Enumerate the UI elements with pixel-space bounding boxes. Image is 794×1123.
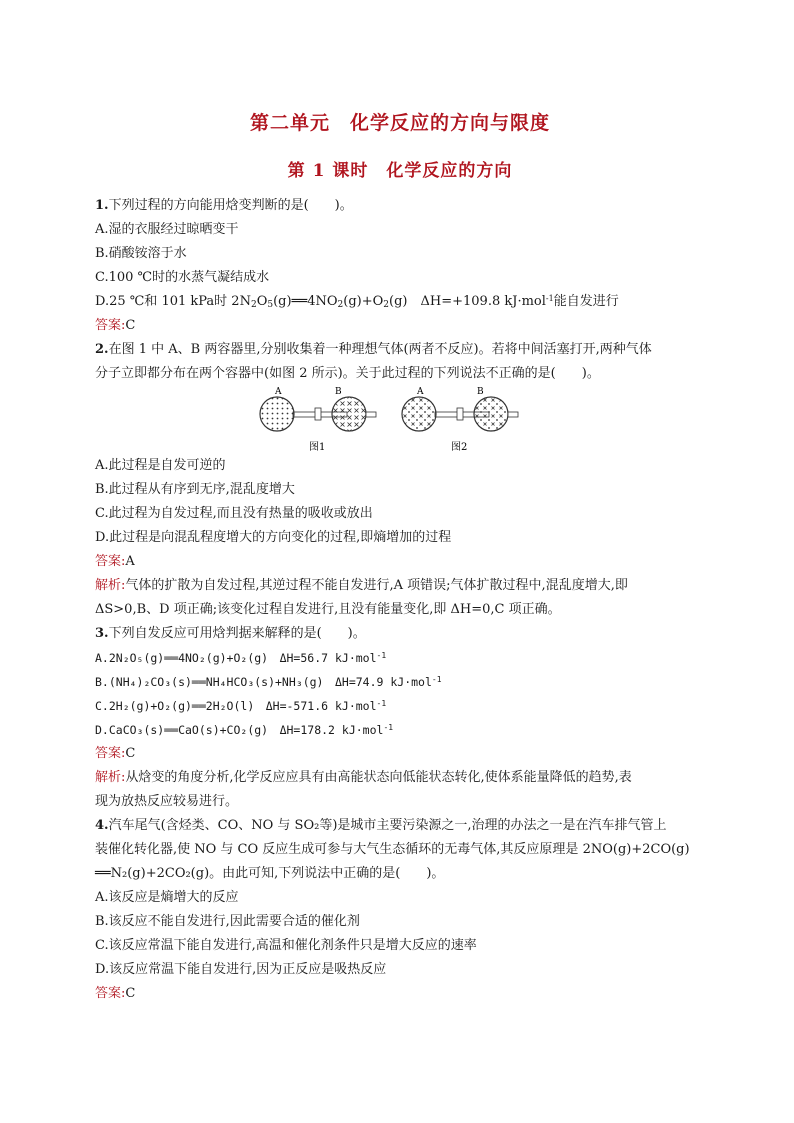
q2-option-b: B.此过程从有序到无序,混乱度增大	[95, 482, 295, 497]
q1-stem: 1.下列过程的方向能用焓变判断的是( )。	[95, 198, 353, 213]
q4-stem-line3: ══N₂(g)+2CO₂(g)。由此可知,下列说法中正确的是( )。	[95, 866, 445, 881]
q2-option-a: A.此过程是自发可逆的	[95, 458, 226, 473]
q1-option-b: B.硝酸铵溶于水	[95, 246, 187, 261]
q2-solution-line2: ΔS>0,B、D 项正确;该变化过程自发进行,且没有能量变化,即 ΔH=0,C 项正确。	[95, 602, 561, 617]
q4-option-a: A.该反应是熵增大的反应	[95, 890, 239, 905]
fig2-container-b	[474, 397, 508, 431]
fig1-container-a	[260, 397, 294, 431]
question-list	[95, 194, 705, 1006]
unit-title: 第二单元 化学反应的方向与限度	[249, 112, 550, 134]
q4-answer: 答案:C	[95, 986, 136, 1001]
lesson-title: 第 1 课时 化学反应的方向	[287, 161, 513, 181]
q4-option-b: B.该反应不能自发进行,因此需要合适的催化剂	[95, 914, 360, 929]
fig1-caption: 图1	[309, 442, 326, 453]
fig2-label-b: B	[477, 387, 484, 397]
q3-solution-line1: 解析:从焓变的角度分析,化学反应应具有由高能状态向低能状态转化,使体系能量降低的趋势,表	[95, 770, 632, 785]
fig1-container-b	[332, 397, 366, 431]
q4-stem-line1: 4.汽车尾气(含烃类、CO、NO 与 SO₂等)是城市主要污染源之一,治理的办法之一是在汽车排气管上	[95, 818, 667, 833]
q4-stem-line2: 装催化转化器,使 NO 与 CO 反应生成可参与大气生态循环的无毒气体,其反应原理是 2NO(g)+2CO(g)	[95, 842, 690, 857]
q2-option-c: C.此过程为自发过程,而且没有热量的吸收或放出	[95, 506, 373, 521]
q3-option-d: D.CaCO₃(s)══CaO(s)+CO₂(g) ΔH=178.2 kJ·mol$^{-1}$	[95, 723, 394, 737]
q3-option-c: C.2H₂(g)+O₂(g)══2H₂O(l) ΔH=-571.6 kJ·mol$^{-1}$	[95, 699, 387, 713]
q3-answer: 答案:C	[95, 746, 136, 761]
q2-option-d: D.此过程是向混乱程度增大的方向变化的过程,即熵增加的过程	[95, 530, 452, 545]
q2-stem-line1: 2.在图 1 中 A、B 两容器里,分别收集着一种理想气体(两者不反应)。若将中间活塞打开,两种气体	[95, 342, 652, 357]
fig2-label-a: A	[417, 387, 424, 397]
q3-solution-line2: 现为放热反应较易进行。	[95, 794, 239, 809]
fig2-caption: 图2	[451, 442, 468, 453]
q4-option-d: D.该反应常温下能自发进行,因为正反应是吸热反应	[95, 962, 387, 977]
q2-answer: 答案:A	[95, 554, 135, 569]
fig2-stopcock	[457, 408, 463, 420]
q1-answer: 答案:C	[95, 318, 136, 333]
q1-option-a: A.湿的衣服经过晾晒变干	[95, 222, 239, 237]
q3-stem: 3.下列自发反应可用焓判据来解释的是( )。	[95, 626, 366, 641]
fig1-label-b: B	[335, 387, 342, 397]
q3-option-a: A.2N₂O₅(g)══4NO₂(g)+O₂(g) ΔH=56.7 kJ·mol$^{-1}$	[95, 651, 387, 665]
q2-figure	[95, 386, 705, 454]
fig2-container-a	[402, 397, 436, 431]
q1-option-c: C.100 ℃时的水蒸气凝结成水	[95, 270, 270, 285]
fig1-stopcock	[315, 408, 321, 420]
q2-stem-line2: 分子立即都分布在两个容器中(如图 2 所示)。关于此过程的下列说法不正确的是( )。	[95, 366, 600, 381]
q3-option-b: B.(NH₄)₂CO₃(s)══NH₄HCO₃(s)+NH₃(g) ΔH=74.9 kJ·mol$^{-1}$	[95, 675, 442, 689]
q4-option-c: C.该反应常温下能自发进行,高温和催化剂条件只是增大反应的速率	[95, 938, 477, 953]
fig1-label-a: A	[275, 387, 282, 397]
q2-solution-line1: 解析:气体的扩散为自发过程,其逆过程不能自发进行,A 项错误;气体扩散过程中,混乱度增大,即	[95, 578, 628, 593]
gas-diffusion-diagram	[255, 386, 545, 454]
q1-option-d: D.25 ℃和 101 kPa时 $2N_2O_5(g)══4NO_2(g)+O_2(g)$ ΔH=+109.8 kJ·mol$^{-1}$能自发进行	[95, 294, 619, 310]
